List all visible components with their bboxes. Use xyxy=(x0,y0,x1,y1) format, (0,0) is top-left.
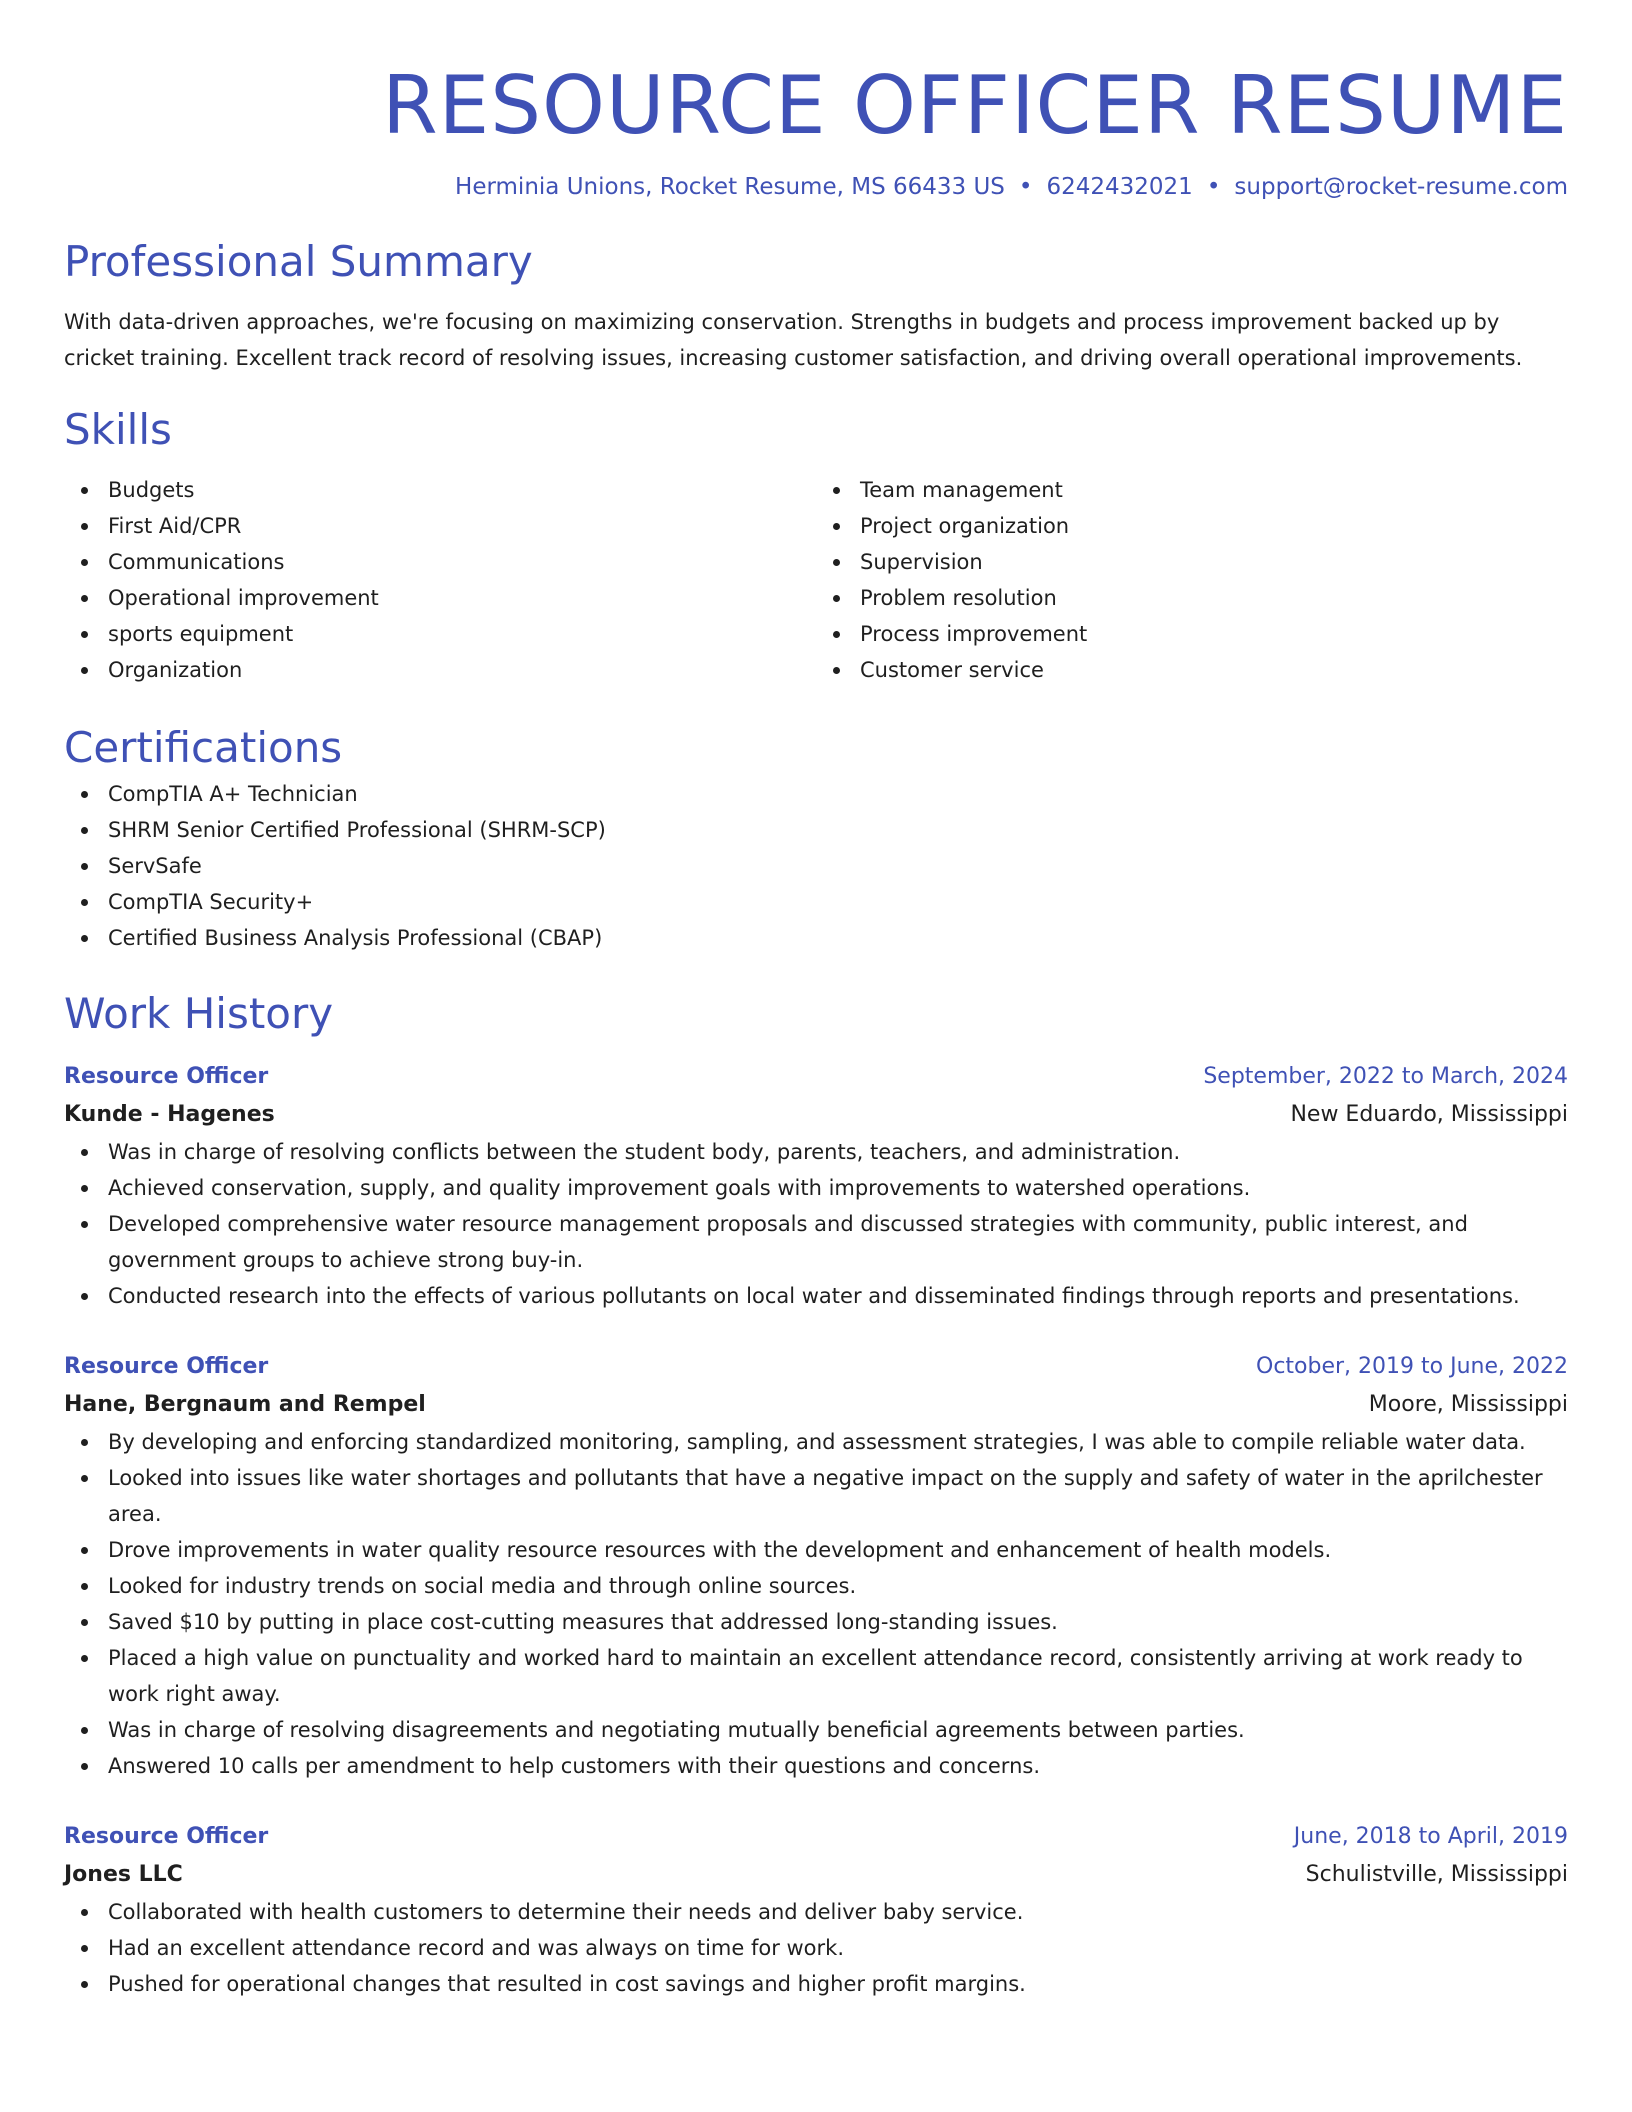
certification-item: ServSafe xyxy=(64,848,1568,884)
job-bullet: Looked for industry trends on social media and through online sources. xyxy=(64,1568,1568,1604)
job-bullets xyxy=(64,1894,1568,2002)
job-entry xyxy=(64,1058,1568,1314)
job-company-row xyxy=(64,1386,1568,1424)
job-header-row xyxy=(64,1058,1568,1096)
job-bullet: Conducted research into the effects of various pollutants on local water and disseminated findings through reports and presentations. xyxy=(64,1278,1568,1314)
certifications-list xyxy=(64,776,1568,956)
job-header-row xyxy=(64,1818,1568,1856)
job-bullet: Looked into issues like water shortages and pollutants that have a negative impact on the supply and safety of water in the aprilchester area. xyxy=(64,1460,1568,1532)
resume-page xyxy=(64,0,1568,2002)
skill-item: First Aid/CPR xyxy=(64,508,816,544)
job-dates: September, 2022 to March, 2024 xyxy=(1203,1064,1568,1089)
skill-item: Customer service xyxy=(816,652,1568,688)
job-company-row xyxy=(64,1096,1568,1134)
skill-item: Problem resolution xyxy=(816,580,1568,616)
email: support@rocket-resume.com xyxy=(1234,174,1568,200)
job-title: Resource Officer xyxy=(64,1064,269,1089)
address: Herminia Unions, Rocket Resume, MS 66433 US xyxy=(455,174,1005,200)
job-bullet: Had an excellent attendance record and was always on time for work. xyxy=(64,1930,1568,1966)
job-bullets xyxy=(64,1134,1568,1314)
summary-text: With data-driven approaches, we're focusing on maximizing conservation. Strengths in budgets and process improvement backed up by cricket training. Excellent track record of resolving issues, increasing customer satisfaction, and driving overall operational improvements. xyxy=(64,310,1523,370)
job-bullet: Placed a high value on punctuality and worked hard to maintain an excellent attendance record, consistently arriving at work ready to work right away. xyxy=(64,1640,1568,1712)
certification-item: Certified Business Analysis Professional (CBAP) xyxy=(64,920,1568,956)
contact-line xyxy=(64,170,1568,204)
job-bullet: Collaborated with health customers to determine their needs and deliver baby service. xyxy=(64,1894,1568,1930)
skills-list-right xyxy=(816,472,1568,688)
job-bullet: Saved $10 by putting in place cost-cutting measures that addressed long-standing issues. xyxy=(64,1604,1568,1640)
skill-item: Team management xyxy=(816,472,1568,508)
skills-grid xyxy=(64,472,1568,688)
section-heading-certifications: Certifications xyxy=(64,723,343,772)
job-company: Jones LLC xyxy=(64,1862,183,1887)
job-location: Moore, Mississippi xyxy=(1368,1392,1568,1417)
certification-item: CompTIA Security+ xyxy=(64,884,1568,920)
job-bullet: Achieved conservation, supply, and quality improvement goals with improvements to watershed operations. xyxy=(64,1170,1568,1206)
job-bullet: Was in charge of resolving disagreements and negotiating mutually beneficial agreements between parties. xyxy=(64,1712,1568,1748)
separator-dot: • xyxy=(1206,174,1221,200)
job-header-row xyxy=(64,1348,1568,1386)
separator-dot: • xyxy=(1018,174,1033,200)
skill-item: Operational improvement xyxy=(64,580,816,616)
skill-item: sports equipment xyxy=(64,616,816,652)
job-company-row xyxy=(64,1856,1568,1894)
skill-item: Supervision xyxy=(816,544,1568,580)
skill-item: Budgets xyxy=(64,472,816,508)
job-bullet: Pushed for operational changes that resulted in cost savings and higher profit margins. xyxy=(64,1966,1568,2002)
phone: 6242432021 xyxy=(1046,174,1193,200)
skills-list-left xyxy=(64,472,816,688)
job-bullet: Was in charge of resolving conflicts between the student body, parents, teachers, and administration. xyxy=(64,1134,1568,1170)
skill-item: Project organization xyxy=(816,508,1568,544)
job-company: Hane, Bergnaum and Rempel xyxy=(64,1392,426,1417)
job-title: Resource Officer xyxy=(64,1824,269,1849)
section-heading-skills: Skills xyxy=(64,405,172,454)
job-dates: October, 2019 to June, 2022 xyxy=(1256,1354,1568,1379)
resume-title: RESOURCE OFFICER RESUME xyxy=(382,59,1568,152)
skill-item: Process improvement xyxy=(816,616,1568,652)
job-bullets xyxy=(64,1424,1568,1784)
skill-item: Organization xyxy=(64,652,816,688)
job-dates: June, 2018 to April, 2019 xyxy=(1293,1824,1568,1849)
job-bullet: Drove improvements in water quality resource resources with the development and enhancement of health models. xyxy=(64,1532,1568,1568)
section-heading-work-history: Work History xyxy=(64,989,334,1038)
job-company: Kunde - Hagenes xyxy=(64,1102,275,1127)
job-bullet: By developing and enforcing standardized monitoring, sampling, and assessment strategies, I was able to compile reliable water data. xyxy=(64,1424,1568,1460)
certification-item: CompTIA A+ Technician xyxy=(64,776,1568,812)
section-heading-summary: Professional Summary xyxy=(64,237,533,286)
job-bullet: Developed comprehensive water resource management proposals and discussed strategies with community, public interest, and government groups to achieve strong buy-in. xyxy=(64,1206,1568,1278)
work-history xyxy=(64,1058,1568,2002)
job-entry xyxy=(64,1818,1568,2002)
job-location: New Eduardo, Mississippi xyxy=(1290,1102,1568,1127)
skill-item: Communications xyxy=(64,544,816,580)
job-bullet: Answered 10 calls per amendment to help customers with their questions and concerns. xyxy=(64,1748,1568,1784)
job-title: Resource Officer xyxy=(64,1354,269,1379)
job-entry xyxy=(64,1348,1568,1784)
job-location: Schulistville, Mississippi xyxy=(1305,1862,1568,1887)
certification-item: SHRM Senior Certified Professional (SHRM-SCP) xyxy=(64,812,1568,848)
